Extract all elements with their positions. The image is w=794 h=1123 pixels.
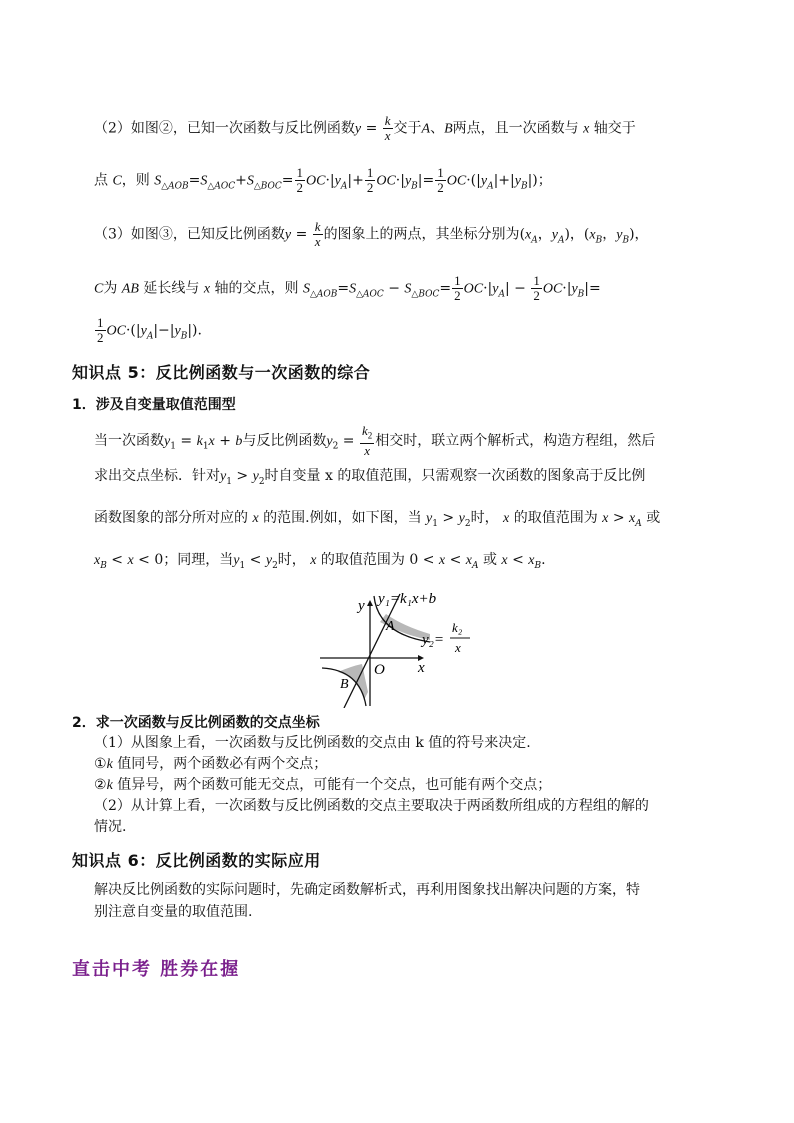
- kp5-title: 知识点 5：反比例函数与一次函数的综合: [72, 363, 371, 382]
- fig-point-a: A: [386, 619, 395, 634]
- kp6-title: 知识点 6：反比例函数的实际应用: [72, 851, 321, 870]
- text: ；同理，当: [163, 552, 234, 568]
- text: 值同号，两个函数必有两个交点；: [112, 756, 328, 772]
- text: 两点，且一次函数与: [452, 120, 579, 137]
- text: 的取值范围为: [513, 510, 598, 526]
- fig-curve-y: y₂=: [422, 632, 444, 648]
- text: （3）如图③，已知反比例函数: [94, 226, 285, 243]
- text: 为: [103, 280, 118, 297]
- kp5-text-line4: $x_B < x < 0$；同理，当$y_1 < y_2$时， x 的取值范围为 $0 < x < x_A$ 或 $x < x_B$.: [94, 552, 546, 571]
- text: 延长线与: [143, 280, 200, 297]
- final-heading: 直击中考 胜券在握: [72, 959, 241, 980]
- y-axis-arrow-icon: [367, 600, 373, 606]
- fraction-k-x: $\frac{k}{x}$: [314, 219, 321, 249]
- fig-point-b: B: [340, 677, 349, 692]
- text: 轴交于: [593, 120, 636, 137]
- kp5-s2-line3: ②k 值异号，两个函数可能无交点，可能有一个交点，也可能有两个交点；: [94, 777, 552, 793]
- kp5-s2-line4: （2）从计算上看，一次函数与反比例函数的交点主要取决于两函数所组成的方程组的解的: [94, 798, 649, 814]
- text: 点: [94, 172, 108, 189]
- fig-line-label: y₁=k₁x+b: [378, 591, 437, 607]
- kp6-line2: 别注意自变量的取值范围.: [94, 904, 253, 920]
- kp5-section1: 1．涉及自变量取值范围型: [72, 397, 236, 413]
- fig-x-label: x: [418, 660, 425, 676]
- p3-line3: $\frac{1}{2}$ $OC\cdot(|y_A|-|y_B|)$.: [97, 315, 202, 345]
- p2-line2: 点 C，则 $S_{\triangle AOB}=S_{\triangle AOC}+S_{\triangle BOC}=$ $\frac{1}{2}$ $OC\cdot|y_A|+$ $\frac{1}{2}$ $OC\cdot|y_B|=$ $\frac{1}{2}$ $OC\cdot(|y_A|+|y_B|)$；: [94, 165, 552, 195]
- text: ②: [94, 777, 107, 793]
- kp5-text-line2: 求出交点坐标．针对$y_1 > y_2$时自变量 x 的取值范围，只需观察一次函数的图象高于反比例: [94, 468, 646, 487]
- function-graph-figure: [318, 588, 478, 708]
- text: 的范围.例如，如下图，当: [263, 510, 422, 526]
- kp5-s2-line5: 情况.: [94, 819, 127, 835]
- kp5-text-line1: 当一次函数$y_1 = k_1x + b$与反比例函数$y_2$ = $\frac{k_2}{x}$ 相交时，联立两个解析式，构造方程组，然后: [94, 423, 656, 458]
- kp5-section2: 2．求一次函数与反比例函数的交点坐标: [72, 715, 320, 731]
- text: 交于: [393, 120, 422, 137]
- text: 的图象上的两点，其坐标分别为: [323, 226, 520, 243]
- kp6-line1: 解决反比例函数的实际问题时，先确定函数解析式，再利用图象找出解决问题的方案，特: [94, 882, 640, 898]
- text: （2）如图②，已知一次函数与反比例函数: [94, 120, 355, 137]
- kp5-s2-line2: ①k 值同号，两个函数必有两个交点；: [94, 756, 328, 772]
- text: 或: [482, 552, 497, 568]
- text: 时，: [470, 510, 499, 526]
- text: 函数图象的部分所对应的: [94, 510, 248, 526]
- fig-curve-den: x: [455, 640, 461, 655]
- text: 与反比例函数: [242, 432, 327, 449]
- fig-origin: O: [374, 662, 385, 678]
- text: 的取值范围为: [320, 552, 405, 568]
- text: 值异号，两个函数可能无交点，可能有一个交点，也可能有两个交点；: [112, 777, 552, 793]
- text: 当一次函数: [94, 432, 164, 449]
- text: 时自变量 x 的取值范围，只需观察一次函数的图象高于反比例: [264, 468, 646, 484]
- text: 相交时，联立两个解析式，构造方程组，然后: [375, 432, 656, 449]
- text: 或: [646, 510, 661, 526]
- fraction-k-x: $\frac{k}{x}$: [384, 113, 391, 143]
- text: 时，: [277, 552, 306, 568]
- text: 轴的交点，则: [214, 280, 299, 297]
- kp5-s2-line1: （1）从图象上看，一次函数与反比例函数的交点由 k 值的符号来决定.: [94, 735, 531, 751]
- text: ，则: [121, 172, 150, 189]
- fig-curve-num: k₂: [452, 620, 463, 635]
- text: 求出交点坐标．针对: [94, 468, 220, 484]
- p2-line1: （2）如图②，已知一次函数与反比例函数y = $\frac{k}{x}$ 交于A、B两点，且一次函数与 x 轴交于: [94, 113, 636, 143]
- fig-y-label: y: [358, 598, 365, 614]
- text: ①: [94, 756, 107, 772]
- kp5-text-line3: 函数图象的部分所对应的 x 的范围.例如，如下图，当 $y_1 > y_2$时， x 的取值范围为 $x > x_A$ 或: [94, 510, 661, 529]
- linear-function-line: [344, 594, 400, 708]
- p3-line1: （3）如图③，已知反比例函数y = $\frac{k}{x}$ 的图象上的两点，其坐标分别为($x_A$，$y_A$)，($x_B$，$y_B$)，: [94, 219, 649, 249]
- p3-line2: C为 AB 延长线与 x 轴的交点，则 $S_{\triangle AOB}=S_{\triangle AOC} - S_{\triangle BOC}=$ $\frac{1}{2}$ $OC\cdot|y_A|$ − $\frac{1}{2}$ $OC\cdot|y_B|=$: [94, 273, 601, 303]
